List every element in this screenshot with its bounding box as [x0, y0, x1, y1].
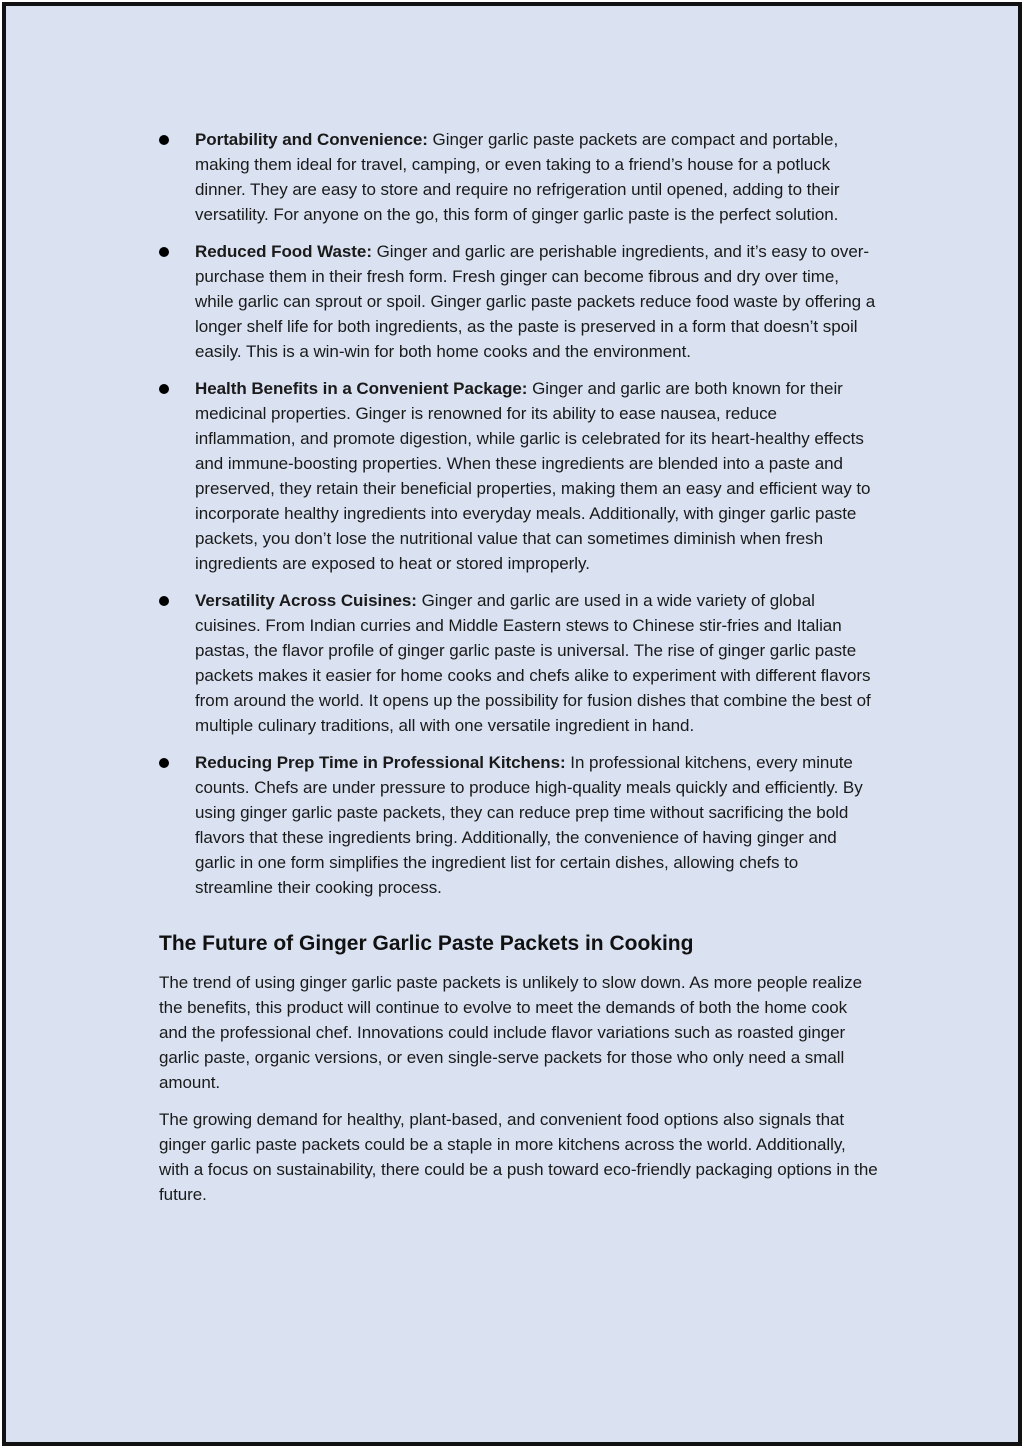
paragraph-demand: The growing demand for healthy, plant-based, and convenient food options also signals that ginger garlic paste packets could be a staple in more kitchens across the world. Additionally, with a focus on sustainability, there could be a push toward eco-friendly packaging options in the future. — [159, 1110, 878, 1204]
bullet-text: Ginger and garlic are used in a wide variety of global cuisines. From Indian curries and Middle Eastern stews to Chinese stir-fries and Italian pastas, the flavor profile of ginger garlic paste is universal. The rise of ginger garlic paste packets makes it easier for home cooks and chefs alike to experiment with different flavors from around the world. It opens up the possibility for fusion dishes that combine the best of multiple culinary traditions, all with one versatile ingredient in hand. — [195, 591, 871, 735]
bullet-dot-icon — [159, 247, 169, 257]
bullet-text: Ginger and garlic are both known for their medicinal properties. Ginger is renowned for its ability to ease nausea, reduce inflammation, and promote digestion, while garlic is celebrated for its heart-healthy effects and immune-boosting properties. When these ingredients are blended into a paste and preserved, they retain their beneficial properties, making them an easy and efficient way to incorporate healthy ingredients into everyday meals. Additionally, with ginger garlic paste packets, you don’t lose the nutritional value that can sometimes diminish when fresh ingredients are exposed to heat or stored improperly. — [195, 379, 871, 573]
paragraph-trend: The trend of using ginger garlic paste packets is unlikely to slow down. As more people realize the benefits, this product will continue to evolve to meet the demands of both the home cook and the professional chef. Innovations could include flavor variations such as roasted ginger garlic paste, organic versions, or even single-serve packets for those who only need a small amount. — [159, 973, 863, 1092]
bullet-text: In professional kitchens, every minute counts. Chefs are under pressure to produce high-quality meals quickly and efficiently. By using ginger garlic paste packets, they can reduce prep time without sacrificing the bold flavors that these ingredients bring. Additionally, the convenience of having ginger and garlic in one form simplifies the ingredient list for certain dishes, allowing chefs to streamline their cooking process. — [195, 753, 863, 897]
list-item-portability — [159, 127, 879, 227]
bullet-lead: Health Benefits in a Convenient Package: — [195, 379, 528, 398]
bullet-lead: Portability and Convenience: — [195, 130, 428, 149]
bullet-text: Ginger and garlic are perishable ingredients, and it’s easy to over-purchase them in their fresh form. Fresh ginger can become fibrous and dry over time, while garlic can sprout or spoil. Ginger garlic paste packets reduce food waste by offering a longer shelf life for both ingredients, as the paste is preserved in a form that doesn’t spoil easily. This is a win-win for both home cooks and the environment. — [195, 242, 876, 361]
bullet-dot-icon — [159, 758, 169, 768]
bullet-dot-icon — [159, 135, 169, 145]
list-item-versatility — [159, 588, 879, 738]
benefits-list — [159, 127, 879, 900]
page-content — [159, 127, 879, 1219]
bullet-lead: Versatility Across Cuisines: — [195, 591, 417, 610]
list-item-health-benefits — [159, 376, 879, 576]
bullet-lead: Reducing Prep Time in Professional Kitchens: — [195, 753, 566, 772]
document-page — [2, 2, 1022, 1446]
bullet-dot-icon — [159, 596, 169, 606]
bullet-lead: Reduced Food Waste: — [195, 242, 372, 261]
list-item-food-waste — [159, 239, 879, 364]
bullet-text: Ginger garlic paste packets are compact and portable, making them ideal for travel, camping, or even taking to a friend’s house for a potluck dinner. They are easy to store and require no refrigeration until opened, adding to their versatility. For anyone on the go, this form of ginger garlic paste is the perfect solution. — [195, 130, 840, 224]
list-item-prep-time — [159, 750, 879, 900]
section-heading: The Future of Ginger Garlic Paste Packets in Cooking — [159, 932, 694, 955]
bullet-dot-icon — [159, 384, 169, 394]
